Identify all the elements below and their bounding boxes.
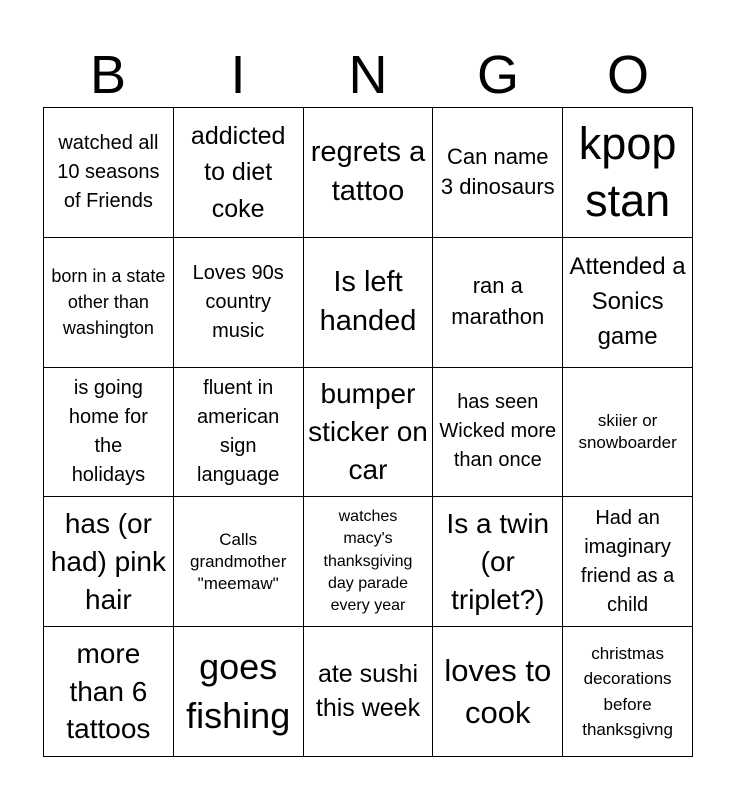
- bingo-cell: [304, 238, 434, 368]
- bingo-cell: [174, 627, 304, 757]
- bingo-cell: [563, 497, 693, 627]
- cell-text: born in a state other than washington: [51, 266, 166, 339]
- bingo-cell: [433, 368, 563, 498]
- cell-text: watched all 10 seasons of Friends: [57, 131, 160, 212]
- bingo-cell: [304, 627, 434, 757]
- header-letter-o: O: [606, 45, 649, 105]
- cell-text: has seen Wicked more than once: [439, 391, 557, 472]
- cell-text: watches macy's thanksgiving day parade every year: [323, 507, 413, 615]
- cell-text: addicted to diet coke: [190, 122, 286, 223]
- cell-text: bumper sticker on car: [308, 378, 428, 485]
- cell-text: Loves 90s country music: [192, 261, 284, 342]
- bingo-cell: [174, 368, 304, 498]
- bingo-cell: [44, 497, 174, 627]
- cell-text: ate sushi this week: [315, 659, 421, 722]
- cell-text: loves to cook: [444, 652, 552, 730]
- bingo-cell: [174, 238, 304, 368]
- bingo-cell: [44, 627, 174, 757]
- bingo-header: [43, 42, 693, 108]
- cell-text: Calls grandmother "meemaw": [189, 529, 287, 593]
- cell-text: fluent in american sign language: [197, 376, 280, 486]
- cell-text: has (or had) pink hair: [50, 508, 166, 615]
- bingo-cell: [174, 497, 304, 627]
- header-letter-g: G: [476, 45, 519, 105]
- cell-text: Is left handed: [319, 266, 417, 338]
- bingo-cell: [304, 108, 434, 238]
- cell-text: kpop stan: [578, 118, 677, 227]
- bingo-cell: [44, 108, 174, 238]
- bingo-cell: [433, 497, 563, 627]
- bingo-cell: [44, 368, 174, 498]
- cell-text: Is a twin (or triplet?): [446, 508, 550, 615]
- bingo-cell: [563, 368, 693, 498]
- bingo-cell: [174, 108, 304, 238]
- header-letter-n: N: [348, 45, 388, 105]
- bingo-cell: [433, 238, 563, 368]
- bingo-cell: [304, 497, 434, 627]
- cell-text: more than 6 tattoos: [66, 637, 151, 745]
- bingo-cell: [563, 627, 693, 757]
- header-letter-i: I: [230, 45, 246, 105]
- cell-text: skiier or snowboarder: [578, 410, 677, 452]
- bingo-cell: [563, 108, 693, 238]
- header-letter-b: B: [89, 45, 127, 105]
- bingo-grid: [43, 107, 693, 757]
- bingo-cell: [433, 627, 563, 757]
- cell-text: Had an imaginary friend as a child: [580, 506, 675, 616]
- cell-text: ran a marathon: [451, 273, 545, 330]
- cell-text: Can name 3 dinosaurs: [440, 143, 555, 200]
- bingo-cell: [563, 238, 693, 368]
- cell-text: regrets a tattoo: [310, 136, 426, 208]
- bingo-cell: [433, 108, 563, 238]
- bingo-cell: [44, 238, 174, 368]
- cell-text: christmas decorations before thanksgivng: [582, 643, 673, 740]
- bingo-cell: [304, 368, 434, 498]
- cell-text: is going home for the holidays: [68, 376, 148, 486]
- cell-text: goes fishing: [186, 646, 291, 736]
- cell-text: Attended a Sonics game: [569, 253, 686, 350]
